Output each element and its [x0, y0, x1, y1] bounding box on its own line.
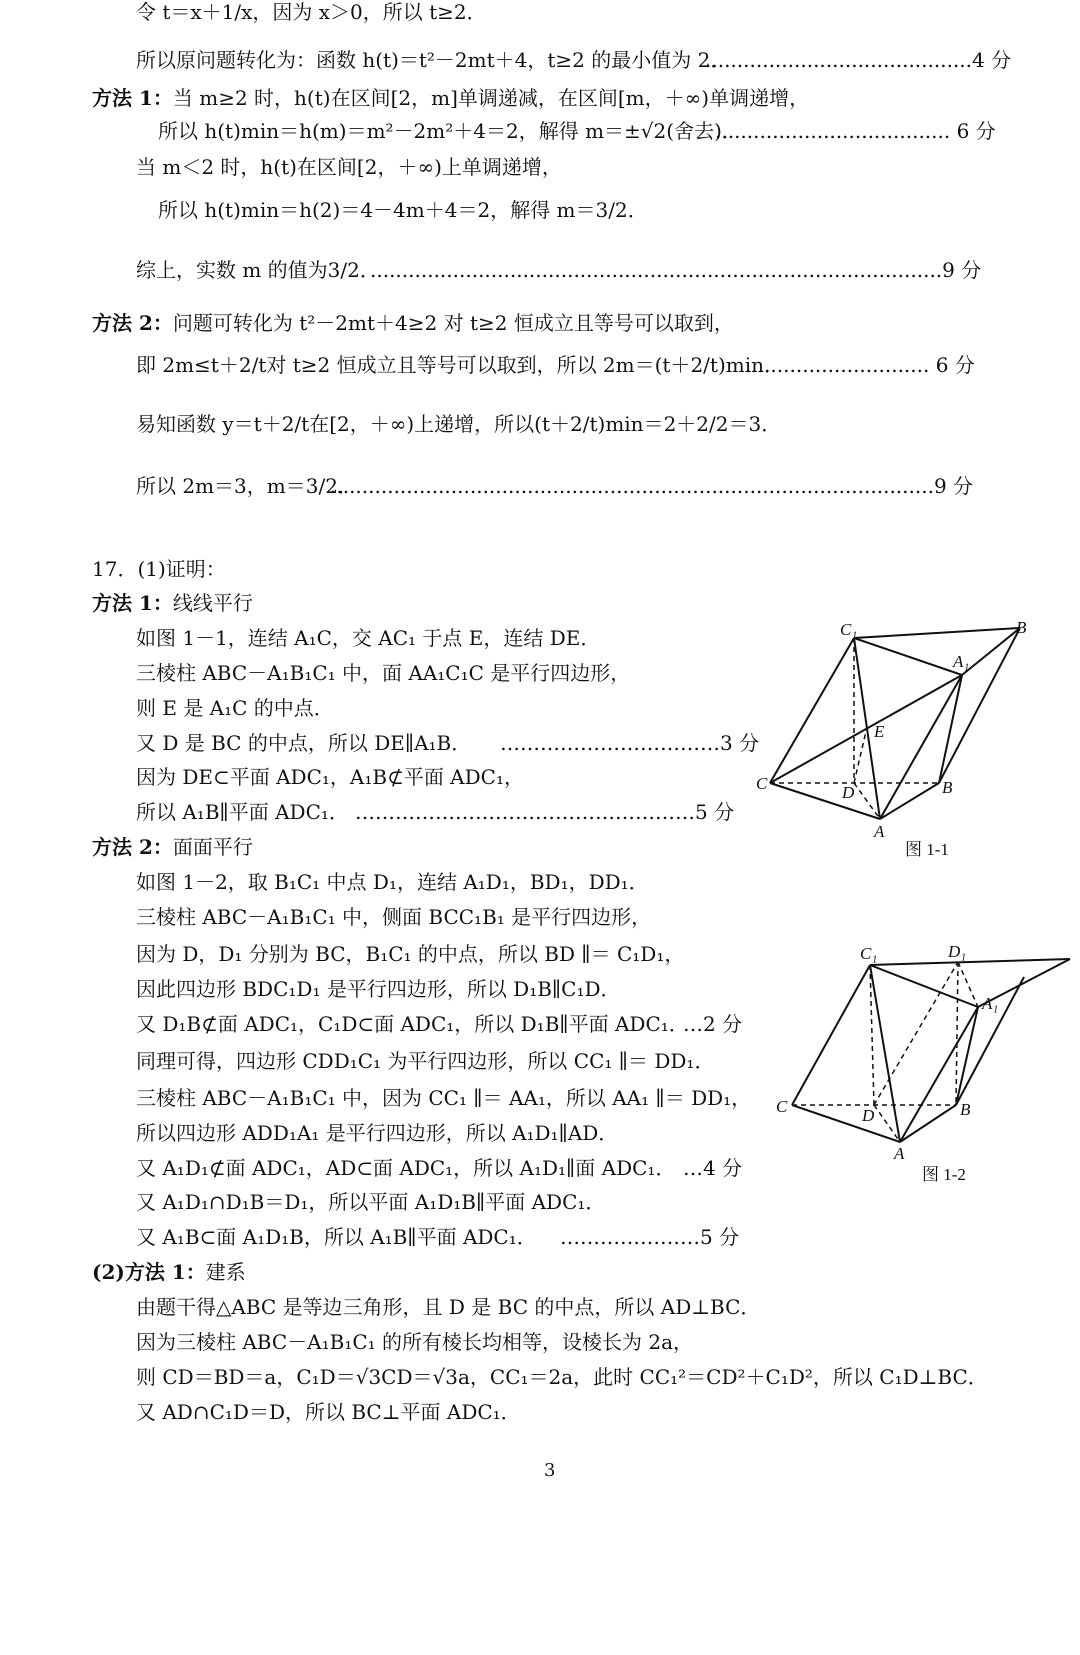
fig2-label-c1: C₁ [860, 944, 878, 963]
method-label: 方法 1： [92, 86, 173, 110]
score-4: ..........................................4 分 [705, 48, 1012, 72]
score-9b: ...............................................................................................9 分 [330, 474, 974, 498]
line-q17-heading: 17．(1)证明： [92, 557, 226, 581]
method-label: 方法 1： [92, 591, 173, 615]
line-method1-case2: 当 m＜2 时，h(t)在区间[2，＋∞)上单调递增， [136, 155, 562, 179]
proof-line: 三棱柱 ABC－A₁B₁C₁ 中，侧面 BCC₁B₁ 是平行四边形， [136, 905, 652, 929]
proof-line: 因此四边形 BDC₁D₁ 是平行四边形，所以 D₁B∥C₁D． [136, 977, 621, 1001]
score-4b: …4 分 [683, 1156, 743, 1180]
proof-line: 所以 A₁B∥平面 ADC₁． [136, 800, 349, 824]
figure-1-1 [750, 615, 1080, 860]
page-number: 3 [544, 1460, 556, 1481]
fig2-label-d1: D₁ [948, 942, 967, 961]
fig1-label-a1: A₁ [953, 652, 970, 671]
fig2-label-c: C [776, 1097, 788, 1116]
proof-line: 则 CD＝BD＝a，C₁D＝√3CD＝√3a，CC₁＝2a，此时 CC₁²＝CD²＋C₁D²，所以 C₁D⊥BC． [136, 1365, 988, 1389]
fig2-label-a1: A₁ [982, 994, 999, 1013]
score-2: …2 分 [683, 1012, 743, 1036]
fig1-label-b: B [942, 778, 953, 797]
fig1-label-d: D [842, 783, 855, 802]
proof-line: 如图 1－1，连结 A₁C，交 AC₁ 于点 E，连结 DE． [136, 626, 601, 650]
proof-line: 由题干得△ABC 是等边三角形，且 D 是 BC 的中点，所以 AD⊥BC． [136, 1295, 761, 1319]
proof-line: 所以四边形 ADD₁A₁ 是平行四边形，所以 A₁D₁∥AD． [136, 1121, 619, 1145]
method-text: 建系 [205, 1260, 246, 1284]
score-3: ……………………………3 分 [500, 731, 760, 755]
proof-line: 因为 DE⊂平面 ADC₁，A₁B⊄平面 ADC₁， [136, 765, 524, 789]
fig1-label-b1: B [1016, 618, 1027, 637]
score-5b: …………………5 分 [560, 1225, 740, 1249]
fig1-label-e: E [874, 722, 885, 741]
proof-line: 三棱柱 ABC－A₁B₁C₁ 中，因为 CC₁ ∥＝ AA₁，所以 AA₁ ∥＝ DD₁， [136, 1086, 752, 1110]
fig1-label-c: C [756, 774, 768, 793]
line-method1-a [92, 86, 809, 110]
fig2-label-b: B [960, 1100, 971, 1119]
proof-line: 因为 D，D₁ 分别为 BC，B₁C₁ 的中点，所以 BD ∥＝ C₁D₁， [136, 942, 685, 966]
score-6a: ..................................... 6 分 [715, 119, 996, 143]
proof-line: 同理可得，四边形 CDD₁C₁ 为平行四边形，所以 CC₁ ∥＝ DD₁． [136, 1049, 715, 1073]
line-method2-result: 所以 2m＝3，m＝3/2． [136, 474, 358, 498]
method-label: 方法 2： [92, 835, 173, 859]
method-label: 方法 2： [92, 311, 173, 335]
line-t-substitution: 令 t＝x＋1/x，因为 x＞0，所以 t≥2． [136, 0, 487, 24]
line-method1-case2-min: 所以 h(t)min＝h(2)＝4－4m＋4＝2，解得 m＝3/2． [158, 198, 648, 222]
proof-line: 又 A₁D₁∩D₁B＝D₁，所以平面 A₁D₁B∥平面 ADC₁． [136, 1190, 606, 1214]
fig1-label-c1: C₁ [840, 620, 858, 639]
method-text: 问题可转化为 t²－2mt＋4≥2 对 t≥2 恒成立且等号可以取到， [172, 311, 734, 335]
score-5a: ……………………………………………5 分 [355, 800, 735, 824]
figure-1-2 [770, 937, 1080, 1162]
proof-line: 又 D₁B⊄面 ADC₁，C₁D⊂面 ADC₁，所以 D₁B∥平面 ADC₁． [136, 1012, 689, 1036]
proof-line: 如图 1－2，取 B₁C₁ 中点 D₁，连结 A₁D₁，BD₁，DD₁． [136, 870, 649, 894]
proof-line: 又 A₁B⊂面 A₁D₁B，所以 A₁B∥平面 ADC₁． [136, 1225, 537, 1249]
proof-line: 则 E 是 A₁C 的中点． [136, 696, 334, 720]
figure-1-2-caption: 图 1-2 [922, 1165, 966, 1184]
line-method1-min: 所以 h(t)min＝h(m)＝m²－2m²＋4＝2，解得 m＝±√2(舍去)． [158, 119, 742, 143]
line-q17-method2 [92, 835, 253, 859]
line-q17-method1 [92, 591, 253, 615]
line-conclusion-m: 综上，实数 m 的值为3/2． [136, 258, 380, 282]
line-method2-a [92, 311, 734, 335]
proof-line: 三棱柱 ABC－A₁B₁C₁ 中，面 AA₁C₁C 是平行四边形， [136, 661, 631, 685]
score-6b: ............................. 6 分 [745, 353, 975, 377]
fig1-label-a: A [874, 822, 885, 841]
method-label: (2)方法 1： [92, 1260, 206, 1284]
figure-1-1-caption: 图 1-1 [905, 840, 949, 859]
fig2-label-a: A [894, 1144, 905, 1162]
line-method2-ineq: 即 2m≤t＋2/t对 t≥2 恒成立且等号可以取到，所以 2m＝(t＋2/t)min． [136, 353, 785, 377]
fig2-label-d: D [862, 1106, 875, 1125]
line-method2-mono: 易知函数 y＝t＋2/t在[2，＋∞)上递增，所以(t＋2/t)min＝2＋2/2＝3． [136, 412, 782, 436]
proof-line: 又 D 是 BC 的中点，所以 DE∥A₁B． [136, 731, 472, 755]
score-9a: ..........................................................................................9 分 [370, 258, 982, 282]
proof-line: 因为三棱柱 ABC－A₁B₁C₁ 的所有棱长均相等，设棱长为 2a， [136, 1330, 694, 1354]
method-text: 当 m≥2 时，h(t)在区间[2，m]单调递减，在区间[m，＋∞)单调递增， [172, 86, 810, 110]
proof-line: 又 A₁D₁⊄面 ADC₁，AD⊂面 ADC₁，所以 A₁D₁∥面 ADC₁． [136, 1156, 676, 1180]
method-text: 线线平行 [172, 591, 253, 615]
line-problem-transform: 所以原问题转化为：函数 h(t)＝t²－2mt＋4，t≥2 的最小值为 2． [136, 48, 731, 72]
proof-line: 又 AD∩C₁D＝D，所以 BC⊥平面 ADC₁． [136, 1400, 521, 1424]
method-text: 面面平行 [172, 835, 253, 859]
line-part2-method1 [92, 1260, 246, 1284]
